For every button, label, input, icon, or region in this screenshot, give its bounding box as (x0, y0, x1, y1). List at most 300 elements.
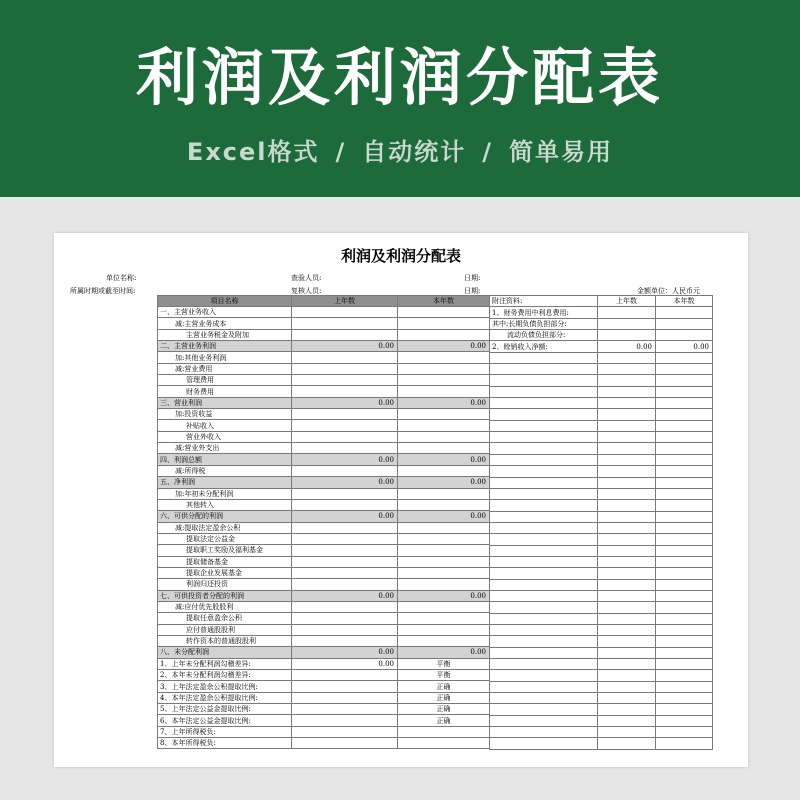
note-value-cell[interactable] (656, 704, 713, 715)
this-year-cell[interactable]: 0.00 (398, 590, 490, 601)
note-value-cell[interactable] (656, 443, 713, 454)
note-value-cell[interactable] (656, 613, 713, 624)
table-row (158, 692, 490, 703)
column-header: 上年数 (598, 296, 656, 307)
table-row (158, 522, 490, 533)
this-year-cell[interactable] (398, 386, 490, 397)
notes-table (489, 295, 713, 750)
this-year-cell[interactable] (398, 613, 490, 624)
note-value-cell[interactable] (598, 556, 656, 567)
note-label-cell[interactable] (490, 432, 598, 443)
last-year-cell[interactable] (292, 375, 398, 386)
last-year-cell[interactable] (292, 409, 398, 420)
note-value-cell[interactable] (598, 443, 656, 454)
note-value-cell[interactable] (656, 636, 713, 647)
note-value-cell[interactable] (598, 647, 656, 658)
last-year-cell[interactable]: 0.00 (292, 590, 398, 601)
note-label-cell[interactable]: 1、财务费用中利息费用: (490, 307, 598, 318)
header-row (158, 296, 490, 307)
note-value-cell[interactable] (598, 386, 656, 397)
last-year-cell[interactable] (292, 692, 398, 703)
note-value-cell[interactable] (598, 352, 656, 363)
note-value-cell[interactable]: 0.00 (598, 341, 656, 352)
this-year-cell[interactable] (398, 329, 490, 340)
last-year-cell[interactable] (292, 522, 398, 533)
this-year-cell[interactable] (398, 567, 490, 578)
item-name-cell[interactable]: 减:应付优先股股利 (158, 601, 292, 612)
item-name-cell[interactable]: 提取储备基金 (158, 556, 292, 567)
this-year-cell[interactable] (398, 431, 490, 442)
item-name-cell[interactable]: 补贴收入 (158, 420, 292, 431)
note-value-cell[interactable] (656, 398, 713, 409)
item-name-cell[interactable]: 加:年初未分配利润 (158, 488, 292, 499)
this-year-cell[interactable]: 正确 (398, 715, 490, 726)
note-value-cell[interactable] (656, 454, 713, 465)
last-year-cell[interactable]: 0.00 (292, 454, 398, 465)
note-value-cell[interactable] (598, 534, 656, 545)
note-value-cell[interactable] (656, 488, 713, 499)
note-value-cell[interactable] (598, 590, 656, 601)
note-value-cell[interactable] (598, 636, 656, 647)
note-value-cell[interactable] (598, 545, 656, 556)
note-value-cell[interactable] (598, 602, 656, 613)
feature-easy-use: 简单易用 (509, 138, 614, 166)
note-value-cell[interactable] (598, 307, 656, 318)
note-label-cell[interactable] (490, 545, 598, 556)
table-row (158, 488, 490, 499)
table-row (490, 738, 713, 749)
this-year-cell[interactable]: 平衡 (398, 658, 490, 669)
note-value-cell[interactable] (656, 352, 713, 363)
note-value-cell[interactable] (598, 613, 656, 624)
item-name-cell[interactable]: 营业外收入 (158, 431, 292, 442)
note-label-cell[interactable] (490, 681, 598, 692)
item-name-cell[interactable]: 提取法定公益金 (158, 533, 292, 544)
item-name-cell[interactable]: 转作资本的普通股股利 (158, 635, 292, 646)
note-value-cell[interactable] (656, 330, 713, 341)
this-year-cell[interactable]: 0.00 (398, 341, 490, 352)
last-year-cell[interactable] (292, 556, 398, 567)
meta-period: 所属时期或截至时间: (70, 287, 136, 295)
table-row (158, 443, 490, 454)
note-label-cell[interactable]: 流动负债负担部分: (490, 330, 598, 341)
note-value-cell[interactable] (598, 727, 656, 738)
table-row (490, 568, 713, 579)
last-year-cell[interactable] (292, 318, 398, 329)
last-year-cell[interactable]: 0.00 (292, 511, 398, 522)
note-label-cell[interactable] (490, 647, 598, 658)
table-row (158, 590, 490, 601)
last-year-cell[interactable] (292, 635, 398, 646)
feature-auto-stats: 自动统计 (362, 138, 467, 166)
this-year-cell[interactable] (398, 363, 490, 374)
note-label-cell[interactable] (490, 398, 598, 409)
last-year-cell[interactable] (292, 681, 398, 692)
table-row (490, 579, 713, 590)
this-year-cell[interactable] (398, 443, 490, 454)
last-year-cell[interactable] (292, 352, 398, 363)
meta-currency-unit: 金额单位：人民币元 (637, 287, 700, 295)
this-year-cell[interactable] (398, 488, 490, 499)
table-row (490, 693, 713, 704)
note-value-cell[interactable] (656, 466, 713, 477)
item-name-cell[interactable]: 减:营业费用 (158, 363, 292, 374)
column-header: 本年数 (656, 296, 713, 307)
this-year-cell[interactable]: 0.00 (398, 511, 490, 522)
table-row (490, 602, 713, 613)
table-row (158, 726, 490, 737)
note-value-cell[interactable] (656, 715, 713, 726)
table-row (490, 318, 713, 329)
note-label-cell[interactable] (490, 590, 598, 601)
table-row (490, 386, 713, 397)
table-row (158, 715, 490, 726)
last-year-cell[interactable] (292, 443, 398, 454)
table-row (158, 545, 490, 556)
table-row (158, 352, 490, 363)
note-value-cell[interactable] (656, 602, 713, 613)
note-value-cell[interactable] (656, 545, 713, 556)
note-label-cell[interactable]: 其中:长期负债负担部分: (490, 318, 598, 329)
note-label-cell[interactable] (490, 522, 598, 533)
note-value-cell[interactable] (656, 681, 713, 692)
item-name-cell[interactable]: 主营业务税金及附加 (158, 329, 292, 340)
note-value-cell[interactable] (598, 522, 656, 533)
note-value-cell[interactable] (656, 738, 713, 749)
note-label-cell[interactable] (490, 624, 598, 635)
item-name-cell[interactable]: 提取职工奖励及福利基金 (158, 545, 292, 556)
table-row (490, 341, 713, 352)
table-row (490, 681, 713, 692)
item-name-cell[interactable]: 6、本年法定公益金提取比例: (158, 715, 292, 726)
last-year-cell[interactable]: 0.00 (292, 658, 398, 669)
note-value-cell[interactable] (598, 488, 656, 499)
note-value-cell[interactable] (656, 670, 713, 681)
note-value-cell[interactable] (656, 579, 713, 590)
this-year-cell[interactable] (398, 601, 490, 612)
item-name-cell[interactable]: 六、可供分配的利润 (158, 511, 292, 522)
note-label-cell[interactable] (490, 613, 598, 624)
note-value-cell[interactable] (656, 590, 713, 601)
last-year-cell[interactable] (292, 545, 398, 556)
note-label-cell[interactable] (490, 727, 598, 738)
this-year-cell[interactable] (398, 533, 490, 544)
last-year-cell[interactable] (292, 363, 398, 374)
meta-reviewer: 复核人员: (291, 287, 322, 295)
this-year-cell[interactable] (398, 499, 490, 510)
note-value-cell[interactable] (656, 727, 713, 738)
note-label-cell[interactable] (490, 534, 598, 545)
table-row (158, 635, 490, 646)
table-row (490, 307, 713, 318)
last-year-cell[interactable] (292, 386, 398, 397)
note-value-cell[interactable] (656, 375, 713, 386)
table-row (158, 738, 490, 749)
item-name-cell[interactable]: 一、主营业务收入 (158, 307, 292, 318)
this-year-cell[interactable]: 0.00 (398, 454, 490, 465)
separator: / (482, 138, 494, 166)
meta-date: 日期: (464, 287, 481, 295)
note-value-cell[interactable] (598, 670, 656, 681)
note-value-cell[interactable] (598, 579, 656, 590)
table-row (490, 624, 713, 635)
this-year-cell[interactable]: 正确 (398, 681, 490, 692)
table-row (158, 477, 490, 488)
item-name-cell[interactable]: 4、本年法定盈余公积提取比例: (158, 692, 292, 703)
note-label-cell[interactable] (490, 420, 598, 431)
last-year-cell[interactable] (292, 613, 398, 624)
note-value-cell[interactable] (598, 624, 656, 635)
spreadsheet-preview (54, 233, 748, 767)
this-year-cell[interactable]: 正确 (398, 704, 490, 715)
last-year-cell[interactable] (292, 533, 398, 544)
this-year-cell[interactable] (398, 545, 490, 556)
this-year-cell[interactable] (398, 579, 490, 590)
note-value-cell[interactable] (598, 659, 656, 670)
note-label-cell[interactable] (490, 443, 598, 454)
table-row (158, 409, 490, 420)
table-row (158, 341, 490, 352)
note-label-cell[interactable] (490, 454, 598, 465)
item-name-cell[interactable]: 减:提取法定盈余公积 (158, 522, 292, 533)
note-value-cell[interactable] (598, 693, 656, 704)
note-value-cell[interactable] (656, 534, 713, 545)
this-year-cell[interactable] (398, 635, 490, 646)
note-value-cell[interactable] (656, 307, 713, 318)
this-year-cell[interactable] (398, 420, 490, 431)
table-row (158, 465, 490, 476)
note-value-cell[interactable] (598, 704, 656, 715)
item-name-cell[interactable]: 其他转入 (158, 499, 292, 510)
item-name-cell[interactable]: 三、营业利润 (158, 397, 292, 408)
last-year-cell[interactable]: 0.00 (292, 647, 398, 658)
this-year-cell[interactable] (398, 318, 490, 329)
note-value-cell[interactable] (656, 409, 713, 420)
item-name-cell[interactable]: 提取任意盈余公积 (158, 613, 292, 624)
last-year-cell[interactable] (292, 307, 398, 318)
note-label-cell[interactable] (490, 659, 598, 670)
item-name-cell[interactable]: 减:所得税 (158, 465, 292, 476)
table-row (158, 431, 490, 442)
note-label-cell[interactable] (490, 602, 598, 613)
this-year-cell[interactable]: 平衡 (398, 670, 490, 681)
note-value-cell[interactable] (598, 454, 656, 465)
note-label-cell[interactable] (490, 364, 598, 375)
last-year-cell[interactable] (292, 715, 398, 726)
note-value-cell[interactable] (656, 364, 713, 375)
note-label-cell[interactable] (490, 409, 598, 420)
note-label-cell[interactable] (490, 556, 598, 567)
note-label-cell[interactable] (490, 693, 598, 704)
table-row (490, 522, 713, 533)
this-year-cell[interactable] (398, 465, 490, 476)
meta-unit-name: 单位名称: (106, 274, 137, 282)
item-name-cell[interactable]: 二、主营业务利润 (158, 341, 292, 352)
item-name-cell[interactable]: 财务费用 (158, 386, 292, 397)
note-label-cell[interactable] (490, 636, 598, 647)
table-row (490, 500, 713, 511)
table-row (490, 727, 713, 738)
item-name-cell[interactable]: 五、净利润 (158, 477, 292, 488)
note-label-cell[interactable] (490, 488, 598, 499)
note-value-cell[interactable] (598, 409, 656, 420)
item-name-cell[interactable]: 应付普通股股利 (158, 624, 292, 635)
this-year-cell[interactable] (398, 375, 490, 386)
note-value-cell[interactable] (598, 432, 656, 443)
note-value-cell[interactable] (598, 511, 656, 522)
note-value-cell[interactable] (598, 477, 656, 488)
table-row (490, 613, 713, 624)
this-year-cell[interactable]: 0.00 (398, 647, 490, 658)
table-row (158, 511, 490, 522)
last-year-cell[interactable] (292, 420, 398, 431)
table-row (158, 670, 490, 681)
note-label-cell[interactable] (490, 568, 598, 579)
note-value-cell[interactable] (656, 420, 713, 431)
table-row (158, 318, 490, 329)
this-year-cell[interactable]: 正确 (398, 692, 490, 703)
note-label-cell[interactable] (490, 386, 598, 397)
item-name-cell[interactable]: 七、可供投资者分配的利润 (158, 590, 292, 601)
note-label-cell[interactable] (490, 375, 598, 386)
note-label-cell[interactable] (490, 715, 598, 726)
last-year-cell[interactable] (292, 726, 398, 737)
table-row (158, 601, 490, 612)
note-value-cell[interactable] (598, 738, 656, 749)
item-name-cell[interactable]: 加:其他业务利润 (158, 352, 292, 363)
table-row (490, 477, 713, 488)
last-year-cell[interactable]: 0.00 (292, 397, 398, 408)
note-value-cell[interactable] (656, 568, 713, 579)
item-name-cell[interactable]: 减:营业外支出 (158, 443, 292, 454)
note-value-cell[interactable] (656, 318, 713, 329)
item-name-cell[interactable]: 减:主营业务成本 (158, 318, 292, 329)
last-year-cell[interactable]: 0.00 (292, 341, 398, 352)
note-value-cell[interactable] (656, 477, 713, 488)
note-value-cell[interactable] (656, 511, 713, 522)
table-row (490, 352, 713, 363)
column-header: 上年数 (292, 296, 398, 307)
note-value-cell[interactable] (598, 715, 656, 726)
last-year-cell[interactable] (292, 579, 398, 590)
last-year-cell[interactable] (292, 465, 398, 476)
item-name-cell[interactable]: 2、本年未分配利润勾稽差异: (158, 670, 292, 681)
this-year-cell[interactable] (398, 556, 490, 567)
note-value-cell[interactable] (598, 318, 656, 329)
last-year-cell[interactable] (292, 488, 398, 499)
last-year-cell[interactable] (292, 624, 398, 635)
this-year-cell[interactable] (398, 352, 490, 363)
note-value-cell[interactable] (598, 364, 656, 375)
note-value-cell[interactable] (598, 568, 656, 579)
note-value-cell[interactable] (656, 624, 713, 635)
note-label-cell[interactable] (490, 511, 598, 522)
note-value-cell[interactable] (656, 693, 713, 704)
table-row (490, 375, 713, 386)
note-label-cell[interactable] (490, 704, 598, 715)
table-row (490, 488, 713, 499)
note-value-cell[interactable] (598, 375, 656, 386)
this-year-cell[interactable]: 0.00 (398, 477, 490, 488)
table-row (158, 499, 490, 510)
last-year-cell[interactable] (292, 431, 398, 442)
item-name-cell[interactable]: 四、利润总额 (158, 454, 292, 465)
this-year-cell[interactable] (398, 738, 490, 749)
note-label-cell[interactable] (490, 670, 598, 681)
note-value-cell[interactable] (656, 647, 713, 658)
last-year-cell[interactable] (292, 704, 398, 715)
table-row (490, 647, 713, 658)
note-value-cell[interactable] (656, 386, 713, 397)
note-value-cell[interactable] (656, 556, 713, 567)
item-name-cell[interactable]: 利润归还投资 (158, 579, 292, 590)
item-name-cell[interactable]: 7、上年所得税负: (158, 726, 292, 737)
this-year-cell[interactable] (398, 624, 490, 635)
column-header: 本年数 (398, 296, 490, 307)
last-year-cell[interactable] (292, 601, 398, 612)
this-year-cell[interactable] (398, 522, 490, 533)
this-year-cell[interactable] (398, 726, 490, 737)
note-label-cell[interactable] (490, 579, 598, 590)
note-label-cell[interactable] (490, 500, 598, 511)
last-year-cell[interactable]: 0.00 (292, 477, 398, 488)
item-name-cell[interactable]: 提取企业发展基金 (158, 567, 292, 578)
table-row (158, 567, 490, 578)
note-value-cell[interactable] (598, 466, 656, 477)
table-row (490, 590, 713, 601)
table-row (490, 466, 713, 477)
note-label-cell[interactable] (490, 466, 598, 477)
table-row (158, 386, 490, 397)
last-year-cell[interactable] (292, 499, 398, 510)
last-year-cell[interactable] (292, 738, 398, 749)
table-row (158, 613, 490, 624)
item-name-cell[interactable]: 8、本年所得税负: (158, 738, 292, 749)
item-name-cell[interactable]: 加:投资收益 (158, 409, 292, 420)
item-name-cell[interactable]: 5、上年法定公益金提取比例: (158, 704, 292, 715)
feature-excel-format: Excel格式 (186, 138, 320, 166)
item-name-cell[interactable]: 八、未分配利润 (158, 647, 292, 658)
item-name-cell[interactable]: 3、上年法定盈余公积提取比例: (158, 681, 292, 692)
last-year-cell[interactable] (292, 670, 398, 681)
note-label-cell[interactable] (490, 352, 598, 363)
note-label-cell[interactable] (490, 738, 598, 749)
note-value-cell[interactable] (656, 522, 713, 533)
note-value-cell[interactable] (656, 659, 713, 670)
item-name-cell[interactable]: 管理费用 (158, 375, 292, 386)
table-row (158, 579, 490, 590)
table-row (490, 511, 713, 522)
note-value-cell[interactable] (656, 500, 713, 511)
note-value-cell[interactable] (598, 681, 656, 692)
table-row (490, 364, 713, 375)
note-value-cell[interactable] (656, 432, 713, 443)
note-value-cell[interactable] (598, 398, 656, 409)
item-name-cell[interactable]: 1、上年未分配利润勾稽差异: (158, 658, 292, 669)
this-year-cell[interactable] (398, 409, 490, 420)
last-year-cell[interactable] (292, 567, 398, 578)
note-label-cell[interactable] (490, 477, 598, 488)
this-year-cell[interactable] (398, 307, 490, 318)
last-year-cell[interactable] (292, 329, 398, 340)
note-value-cell[interactable]: 0.00 (656, 341, 713, 352)
table-row (158, 681, 490, 692)
note-label-cell[interactable]: 2、赊销收入净额: (490, 341, 598, 352)
this-year-cell[interactable]: 0.00 (398, 397, 490, 408)
note-value-cell[interactable] (598, 330, 656, 341)
note-value-cell[interactable] (598, 420, 656, 431)
note-value-cell[interactable] (598, 500, 656, 511)
